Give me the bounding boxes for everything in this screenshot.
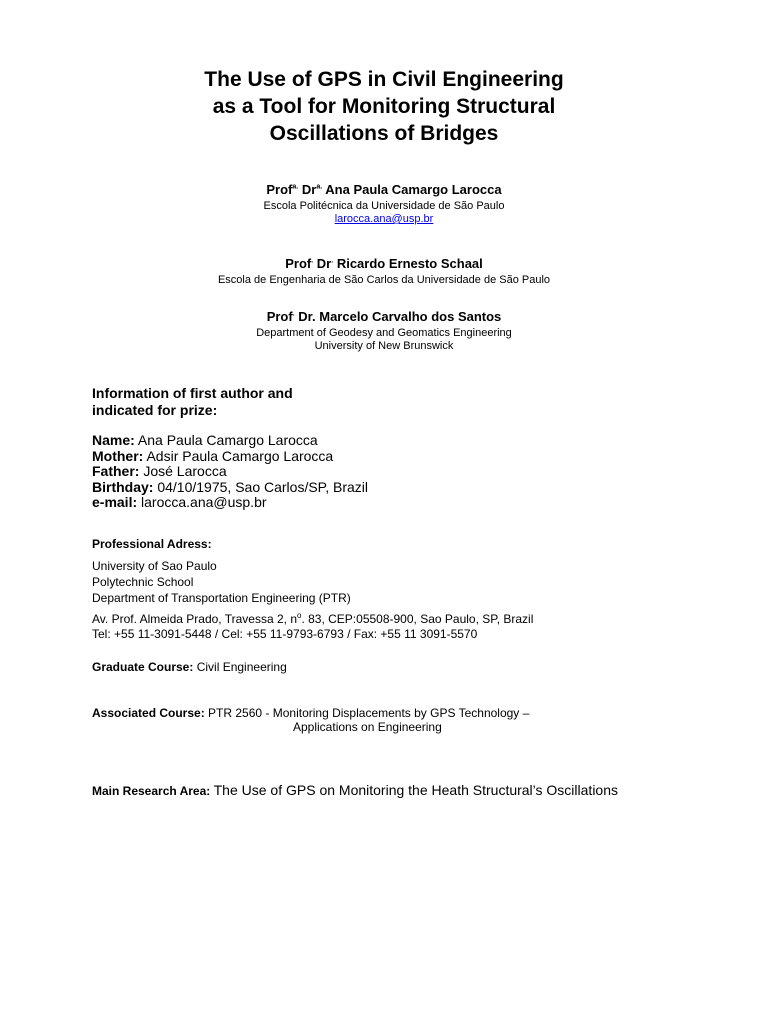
address-line-1: University of Sao Paulo — [92, 559, 217, 573]
author-2-name: Ricardo Ernesto Schaal — [336, 256, 483, 271]
author-block-3 — [0, 309, 768, 353]
associated-course-label: Associated Course: — [92, 706, 205, 720]
address-block — [92, 558, 351, 606]
info-heading — [92, 385, 293, 419]
address-street — [92, 611, 533, 627]
author-1-name-line — [0, 182, 768, 198]
associated-course-value-2: Applications on Engineering — [293, 720, 442, 734]
info-mother-value: Adsir Paula Camargo Larocca — [146, 447, 334, 464]
author-block-1 — [0, 182, 768, 226]
author-1-affiliation: Escola Politécnica da Universidade de São Paulo — [263, 200, 505, 212]
author-3-name-line — [0, 309, 768, 325]
address-line-3: Department of Transportation Engineering (PTR) — [92, 591, 351, 605]
graduate-course-label: Graduate Course: — [92, 660, 194, 674]
info-father-value: José Larocca — [143, 463, 227, 479]
author-2-sup-prof: . — [311, 257, 314, 265]
title-line-3: Oscillations of Bridges — [269, 122, 499, 145]
author-2-title-prof: Prof — [285, 256, 312, 271]
info-birthday-value: 04/10/1975, Sao Carlos/SP, Brazil — [157, 478, 368, 495]
info-birthday-label: Birthday: — [92, 478, 154, 495]
graduate-course-row — [92, 660, 287, 674]
author-info-list — [92, 433, 368, 511]
title-line-2: as a Tool for Monitoring Structural — [212, 95, 556, 118]
address-street-b: . 83, CEP:05508-900, Sao Paulo, SP, Brazil — [301, 612, 534, 626]
author-1-email-wrap — [0, 213, 768, 226]
address-street-a: Av. Prof. Almeida Prado, Travessa 2, n — [92, 612, 297, 626]
research-area-value: The Use of GPS on Monitoring the Heath Structural’s Oscillations — [213, 782, 618, 798]
author-2-title-dr: Dr — [316, 256, 332, 271]
info-email-value: larocca.ana@usp.br — [141, 494, 267, 510]
author-3-title-prof: Prof — [266, 309, 293, 324]
info-heading-line-2: indicated for prize: — [92, 402, 218, 418]
info-email-label: e-mail: — [92, 494, 138, 510]
author-3-name: Dr. Marcelo Carvalho dos Santos — [298, 309, 502, 324]
author-1-sup-prof: a. — [292, 183, 299, 191]
address-heading: Professional Adress: — [92, 537, 212, 551]
info-name-value: Ana Paula Camargo Larocca — [137, 432, 318, 448]
author-2-name-line — [0, 256, 768, 272]
author-block-2 — [0, 256, 768, 287]
info-father-row — [92, 464, 368, 480]
document-title — [0, 66, 768, 147]
info-birthday-row — [92, 480, 368, 496]
info-email-row — [92, 495, 368, 511]
author-3-sup-prof: . — [292, 310, 295, 318]
address-street-sup: o — [297, 611, 302, 620]
author-2-sup-dr: . — [331, 257, 334, 265]
author-1-sup-dr: a. — [316, 183, 323, 191]
address-line-2: Polytechnic School — [92, 575, 194, 589]
author-1-title-dr: Dr — [301, 182, 317, 197]
author-3-affiliation: Department of Geodesy and Geomatics Engineering — [256, 327, 512, 339]
address-phones: Tel: +55 11-3091-5448 / Cel: +55 11-9793-6793 / Fax: +55 11 3091-5570 — [92, 627, 478, 641]
author-1-title-prof: Prof — [266, 182, 293, 197]
research-area-label: Main Research Area: — [92, 784, 211, 798]
author-3-affiliation-2: University of New Brunswick — [314, 340, 454, 352]
author-1-name: Ana Paula Camargo Larocca — [325, 182, 502, 197]
research-area-row — [92, 782, 618, 798]
author-2-affiliation: Escola de Engenharia de São Carlos da Universidade de São Paulo — [217, 274, 551, 286]
info-heading-line-1: Information of first author and — [92, 385, 293, 401]
graduate-course-value: Civil Engineering — [196, 660, 287, 674]
info-name-row — [92, 433, 368, 449]
info-father-label: Father: — [92, 463, 140, 479]
title-line-1: The Use of GPS in Civil Engineering — [204, 68, 564, 91]
author-1-email-link[interactable]: larocca.ana@usp.br — [334, 213, 434, 225]
associated-course-row — [92, 706, 529, 720]
associated-course-value-1: PTR 2560 - Monitoring Displacements by GPS Technology – — [208, 706, 530, 720]
info-mother-row — [92, 449, 368, 465]
address-street-block — [92, 611, 533, 641]
info-mother-label: Mother: — [92, 447, 144, 464]
info-name-label: Name: — [92, 432, 135, 448]
